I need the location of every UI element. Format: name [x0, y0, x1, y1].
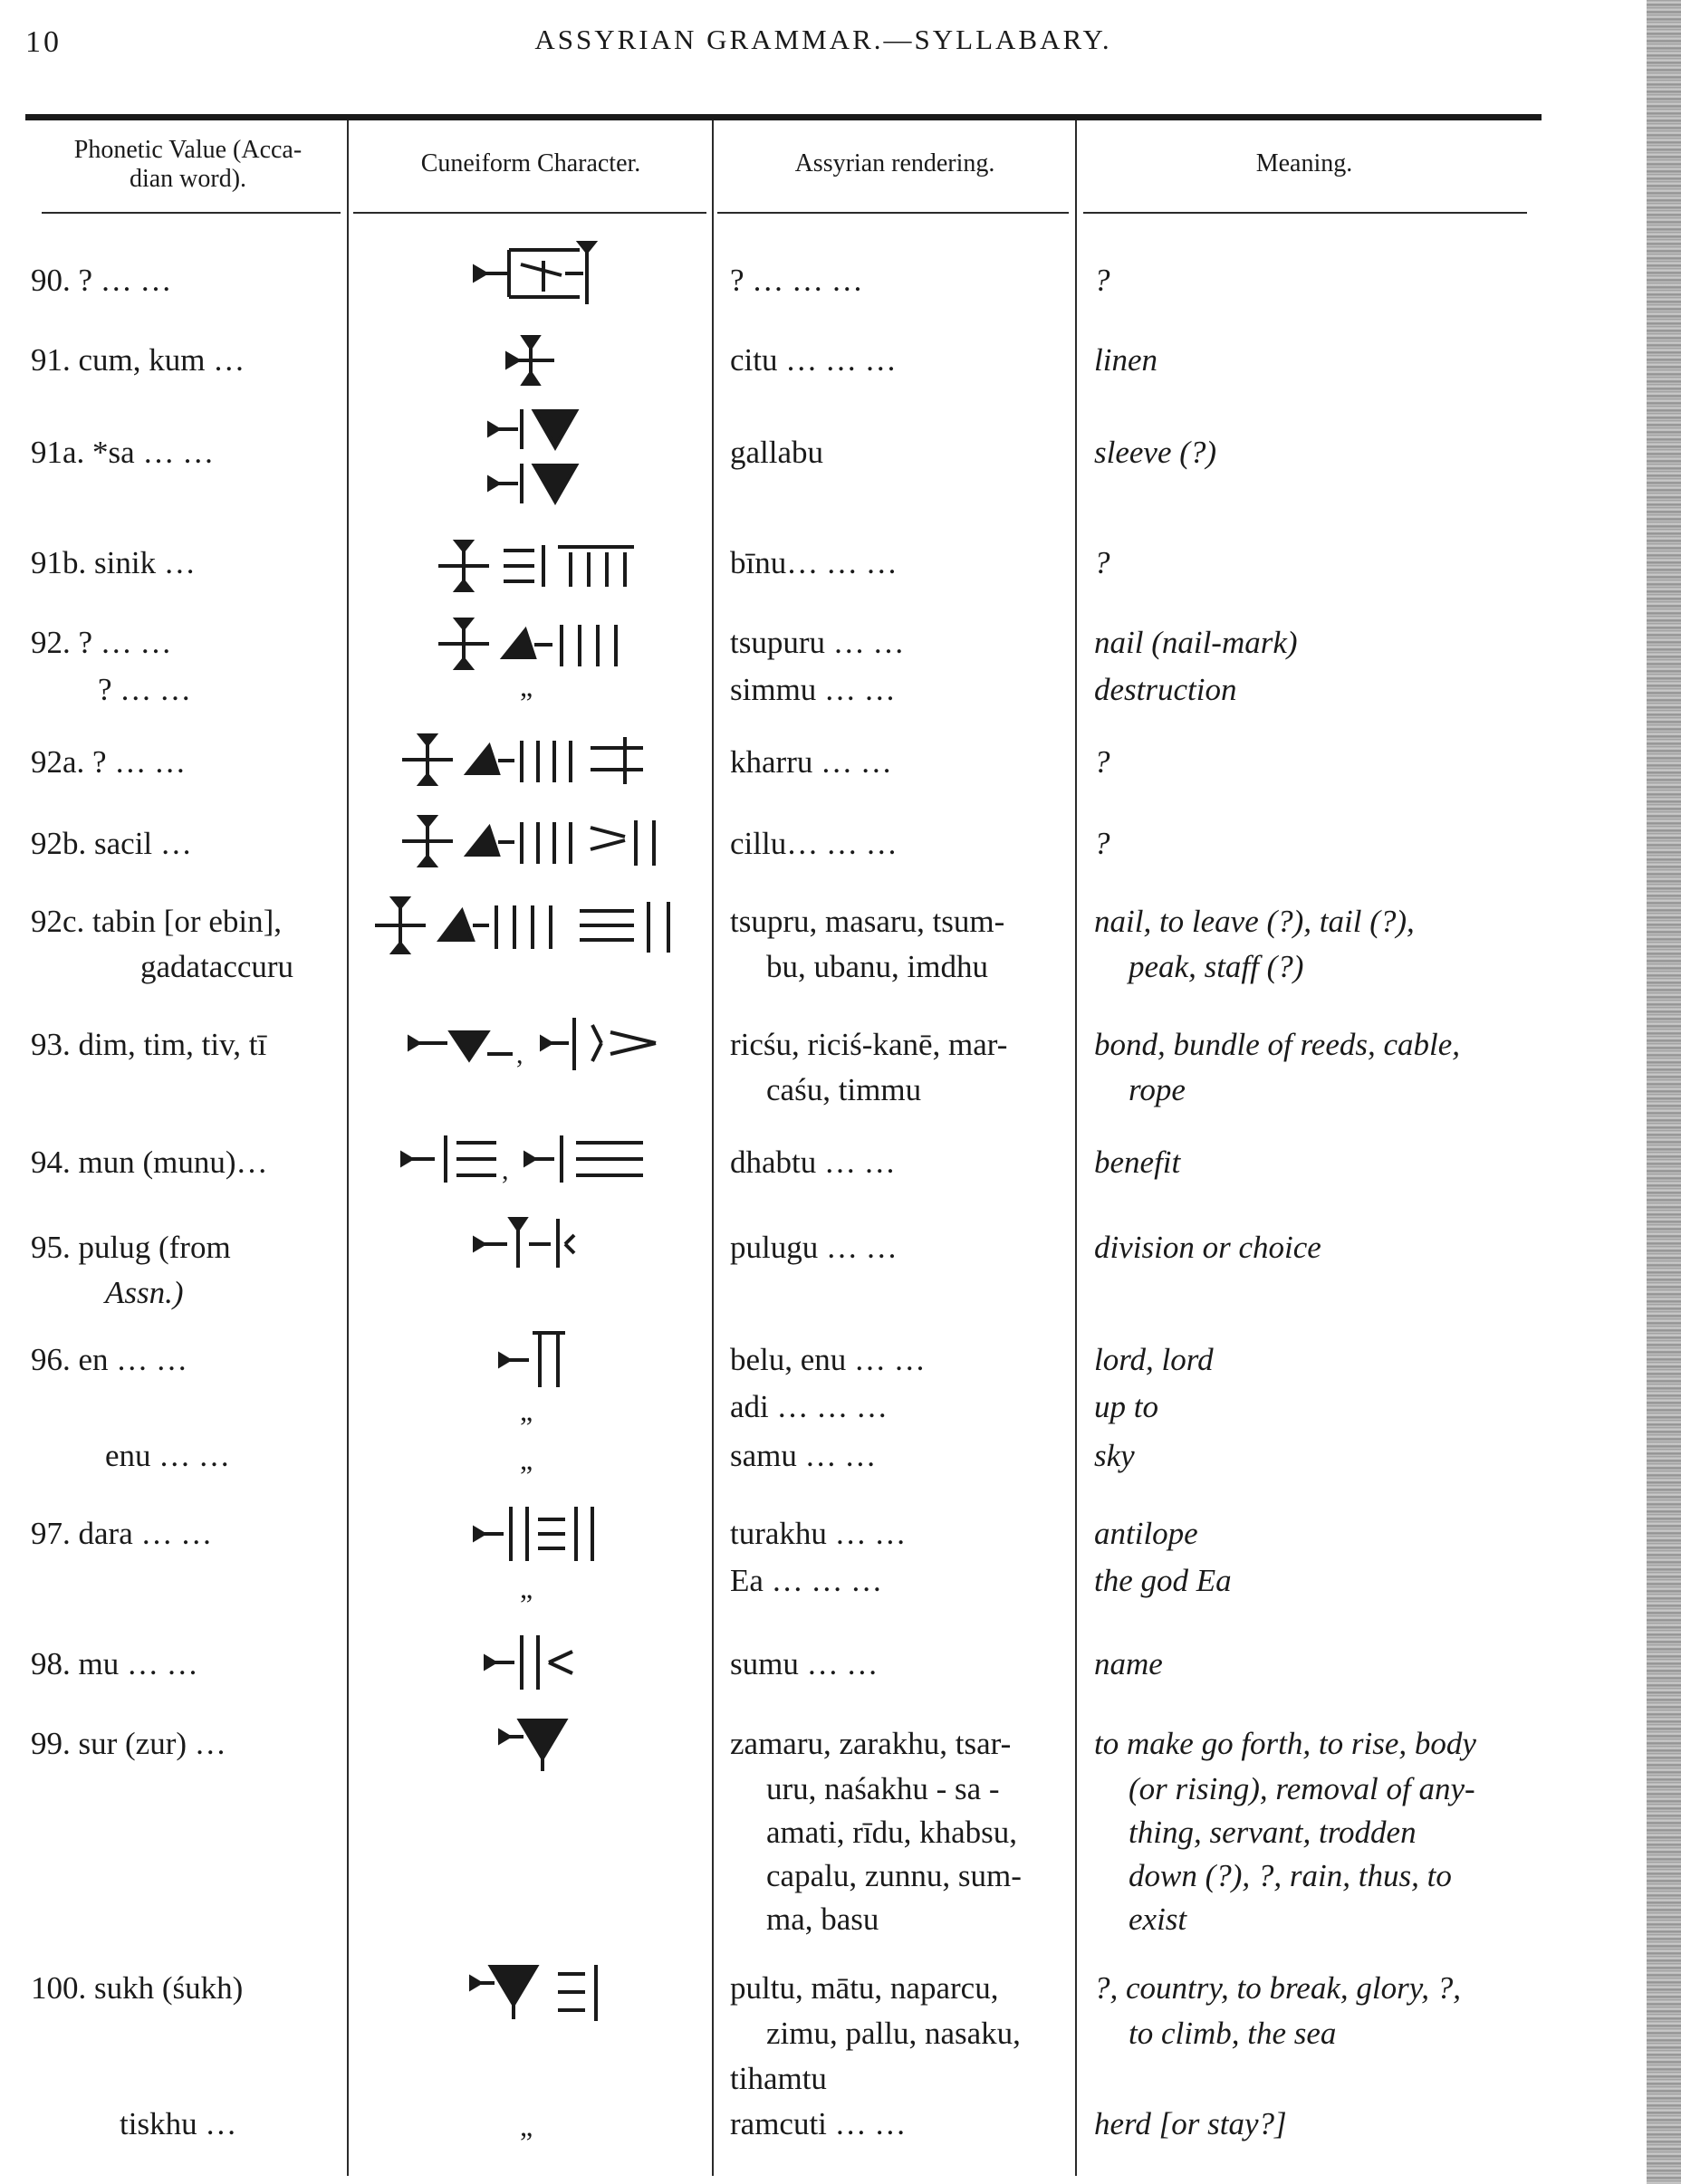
phonetic-value: 96. en … … [31, 1342, 188, 1377]
meaning: sleeve (?) [1094, 435, 1217, 470]
assyrian-rendering: belu, enu … … [730, 1342, 926, 1377]
assyrian-rendering: uru, naśakhu - sa - [766, 1771, 1000, 1806]
page-number: 10 [25, 25, 62, 59]
cuneiform-sign [399, 728, 661, 791]
header-underline [353, 212, 706, 214]
column-divider [712, 120, 714, 2176]
phonetic-value: gadataccuru [140, 949, 294, 984]
phonetic-value: 91. cum, kum … [31, 342, 245, 378]
meaning: name [1094, 1646, 1163, 1681]
cuneiform-sign [371, 889, 688, 962]
assyrian-rendering: bīnu… … … [730, 545, 898, 580]
phonetic-value: 92b. sacil … [31, 826, 192, 861]
header-underline [717, 212, 1069, 214]
meaning: sky [1094, 1438, 1135, 1473]
table-top-rule [25, 114, 1542, 120]
scan-edge [1647, 0, 1681, 2184]
phonetic-value: 97. dara … … [31, 1516, 213, 1551]
phonetic-value: 99. sur (zur) … [31, 1726, 226, 1761]
header-assyrian: Assyrian rendering. [794, 149, 995, 177]
ditto-mark: „ [520, 2110, 533, 2142]
assyrian-rendering: pulugu … … [730, 1230, 898, 1265]
assyrian-rendering: amati, rīdu, khabsu, [766, 1815, 1018, 1850]
assyrian-rendering: tihamtu [730, 2061, 827, 2096]
assyrian-rendering: kharru … … [730, 744, 892, 780]
assyrian-rendering: simmu … … [730, 672, 896, 707]
phonetic-value: enu … … [105, 1438, 231, 1473]
meaning: herd [or stay?] [1094, 2106, 1287, 2141]
meaning: nail (nail-mark) [1094, 625, 1298, 660]
running-head: ASSYRIAN GRAMMAR.—SYLLABARY. [534, 24, 1112, 55]
meaning: nail, to leave (?), tail (?), [1094, 904, 1415, 939]
cuneiform-sign [482, 1626, 591, 1699]
header-cuneiform: Cuneiform Character. [420, 149, 641, 177]
meaning: lord, lord [1094, 1342, 1214, 1377]
phonetic-value: 92a. ? … … [31, 744, 187, 780]
column-divider [1075, 120, 1077, 2176]
assyrian-rendering: gallabu [730, 435, 824, 470]
assyrian-rendering: dhabtu … … [730, 1145, 896, 1180]
phonetic-value: 90. ? … … [31, 263, 172, 298]
phonetic-value: Assn.) [105, 1275, 184, 1310]
assyrian-rendering: zamaru, zarakhu, tsar- [730, 1726, 1012, 1761]
assyrian-rendering: ? … … … [730, 263, 863, 298]
meaning: destruction [1094, 672, 1237, 707]
cuneiform-sign [435, 534, 643, 598]
phonetic-value: 98. mu … … [31, 1646, 198, 1681]
assyrian-rendering: ramcuti … … [730, 2106, 907, 2141]
assyrian-rendering: citu … … … [730, 342, 897, 378]
assyrian-rendering: ma, basu [766, 1901, 879, 1937]
cuneiform-sign [399, 1123, 670, 1195]
assyrian-rendering: adi … … … [730, 1389, 889, 1424]
assyrian-rendering: pultu, mātu, naparcu, [730, 1970, 999, 2006]
assyrian-rendering: ricśu, riciś-kanē, mar- [730, 1027, 1008, 1062]
cuneiform-sign [485, 402, 585, 511]
assyrian-rendering: bu, ubanu, imdhu [766, 949, 988, 984]
meaning: linen [1094, 342, 1157, 378]
cuneiform-sign [496, 1324, 578, 1396]
phonetic-value: 91a. *sa … … [31, 435, 215, 470]
assyrian-rendering: samu … … [730, 1438, 877, 1473]
assyrian-rendering: cillu… … … [730, 826, 898, 861]
meaning: bond, bundle of reeds, cable, [1094, 1027, 1461, 1062]
phonetic-value: 92. ? … … [31, 625, 172, 660]
assyrian-rendering: tsupru, masaru, tsum- [730, 904, 1005, 939]
cuneiform-sign [471, 1498, 607, 1570]
cuneiform-sign [504, 333, 558, 388]
meaning: benefit [1094, 1145, 1181, 1180]
header-meaning: Meaning. [1255, 149, 1353, 177]
meaning: ? [1094, 744, 1110, 780]
svg-text:,: , [516, 1039, 524, 1069]
phonetic-value: 95. pulug (from [31, 1230, 231, 1265]
cuneiform-sign [496, 1713, 569, 1777]
phonetic-value: 100. sukh (śukh) [31, 1970, 244, 2006]
phonetic-value: tiskhu … [120, 2106, 237, 2141]
meaning: (or rising), removal of any- [1129, 1771, 1475, 1806]
cuneiform-sign [435, 612, 634, 675]
meaning: peak, staff (?) [1129, 949, 1304, 984]
ditto-mark: „ [520, 1394, 533, 1427]
svg-text:,: , [502, 1155, 509, 1185]
assyrian-rendering: zimu, pallu, nasaku, [766, 2016, 1021, 2051]
header-phonetic: Phonetic Value (Acca- dian word). [73, 136, 303, 193]
assyrian-rendering: Ea … … … [730, 1563, 883, 1598]
cuneiform-sign [471, 237, 607, 310]
meaning: the god Ea [1094, 1563, 1232, 1598]
meaning: rope [1129, 1072, 1186, 1107]
meaning: division or choice [1094, 1230, 1321, 1265]
ditto-mark: „ [520, 670, 533, 703]
meaning: ?, country, to break, glory, ?, [1094, 1970, 1462, 2006]
cuneiform-sign [471, 1208, 598, 1280]
ditto-mark: „ [520, 1572, 533, 1604]
assyrian-rendering: sumu … … [730, 1646, 879, 1681]
cuneiform-sign [399, 809, 670, 873]
ditto-mark: „ [520, 1443, 533, 1476]
meaning: antilope [1094, 1516, 1198, 1551]
header-underline [1083, 212, 1527, 214]
assyrian-rendering: capalu, zunnu, sum- [766, 1858, 1022, 1893]
assyrian-rendering: turakhu … … [730, 1516, 907, 1551]
column-divider [347, 120, 349, 2176]
assyrian-rendering: caśu, timmu [766, 1072, 922, 1107]
header-underline [42, 212, 341, 214]
meaning: ? [1094, 826, 1110, 861]
phonetic-value: 93. dim, tim, tiv, tī [31, 1027, 267, 1062]
phonetic-value: ? … … [98, 672, 192, 707]
cuneiform-sign [406, 1007, 668, 1079]
phonetic-value: 92c. tabin [or ebin], [31, 904, 282, 939]
meaning: ? [1094, 545, 1110, 580]
meaning: ? [1094, 263, 1110, 298]
phonetic-value: 94. mun (munu)… [31, 1145, 268, 1180]
meaning: down (?), ?, rain, thus, to [1129, 1858, 1452, 1893]
phonetic-value: 91b. sinik … [31, 545, 196, 580]
meaning: up to [1094, 1389, 1158, 1424]
meaning: to make go forth, to rise, body [1094, 1726, 1476, 1761]
assyrian-rendering: tsupuru … … [730, 625, 905, 660]
meaning: to climb, the sea [1129, 2016, 1337, 2051]
cuneiform-sign [467, 1956, 612, 2028]
meaning: thing, servant, trodden [1129, 1815, 1417, 1850]
meaning: exist [1129, 1901, 1187, 1937]
